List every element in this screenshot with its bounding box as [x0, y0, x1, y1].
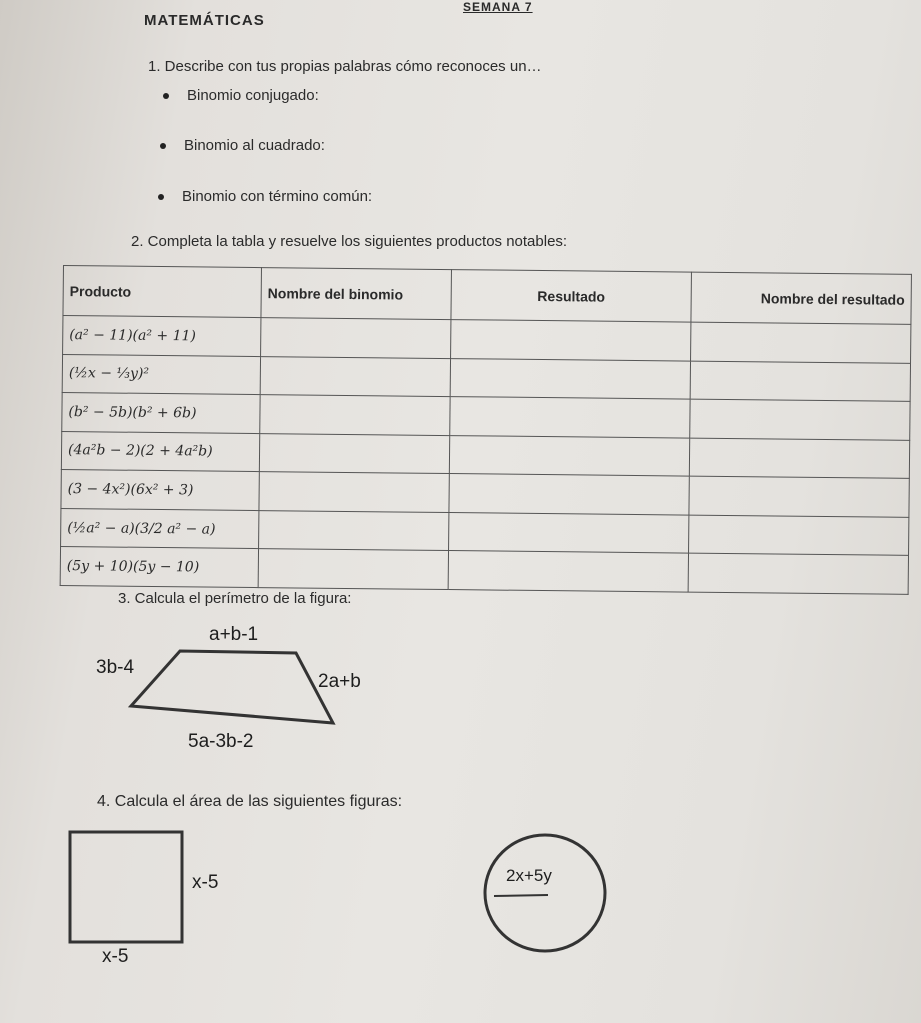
week-label: SEMANA 7: [463, 0, 533, 14]
trapezoid-left-label: 3b-4: [96, 657, 135, 678]
square-shape: [70, 832, 182, 942]
question-1: 1. Describe con tus propias palabras cómo reconoces un…: [148, 58, 542, 75]
col-producto: Producto: [63, 266, 262, 318]
subject-title: MATEMÁTICAS: [144, 12, 265, 29]
circle-shape: [485, 835, 605, 951]
producto-cell: (3 − 4x²)(6x² + 3): [61, 470, 259, 511]
producto-cell: (½a² − a)(3/2 a² − a): [61, 508, 259, 549]
trapezoid-right-label: 2a+b: [318, 671, 361, 692]
question-3: 3. Calcula el perímetro de la figura:: [118, 590, 352, 607]
trapezoid-shape: [131, 651, 333, 723]
producto-cell: (4a²b − 2)(2 + 4a²b): [61, 431, 259, 472]
bullet-binomio-conjugado: Binomio conjugado:: [187, 87, 319, 104]
bullet-termino-comun: Binomio con término común:: [182, 188, 373, 205]
col-nombre-binomio: Nombre del binomio: [261, 268, 452, 320]
trapezoid-bottom-label: 5a-3b-2: [188, 731, 254, 752]
bullet-binomio-cuadrado: Binomio al cuadrado:: [184, 137, 325, 154]
question-2: 2. Completa la tabla y resuelve los siguientes productos notables:: [131, 233, 568, 250]
trapezoid-top-label: a+b-1: [209, 624, 259, 645]
producto-cell: (a² − 11)(a² + 11): [63, 316, 261, 357]
square-side-label: x-5: [192, 872, 219, 893]
col-nombre-resultado: Nombre del resultado: [691, 272, 912, 324]
producto-cell: (5y + 10)(5y − 10): [60, 547, 258, 588]
col-resultado: Resultado: [451, 270, 692, 323]
producto-cell: (b² − 5b)(b² + 6b): [62, 393, 260, 434]
circle-radius-line: [494, 895, 548, 896]
question-4: 4. Calcula el área de las siguientes figuras:: [97, 793, 403, 810]
circle-radius-label: 2x+5y: [506, 866, 552, 885]
square-bottom-label: x-5: [102, 946, 129, 967]
producto-cell: (½x − ⅓y)²: [62, 354, 260, 395]
